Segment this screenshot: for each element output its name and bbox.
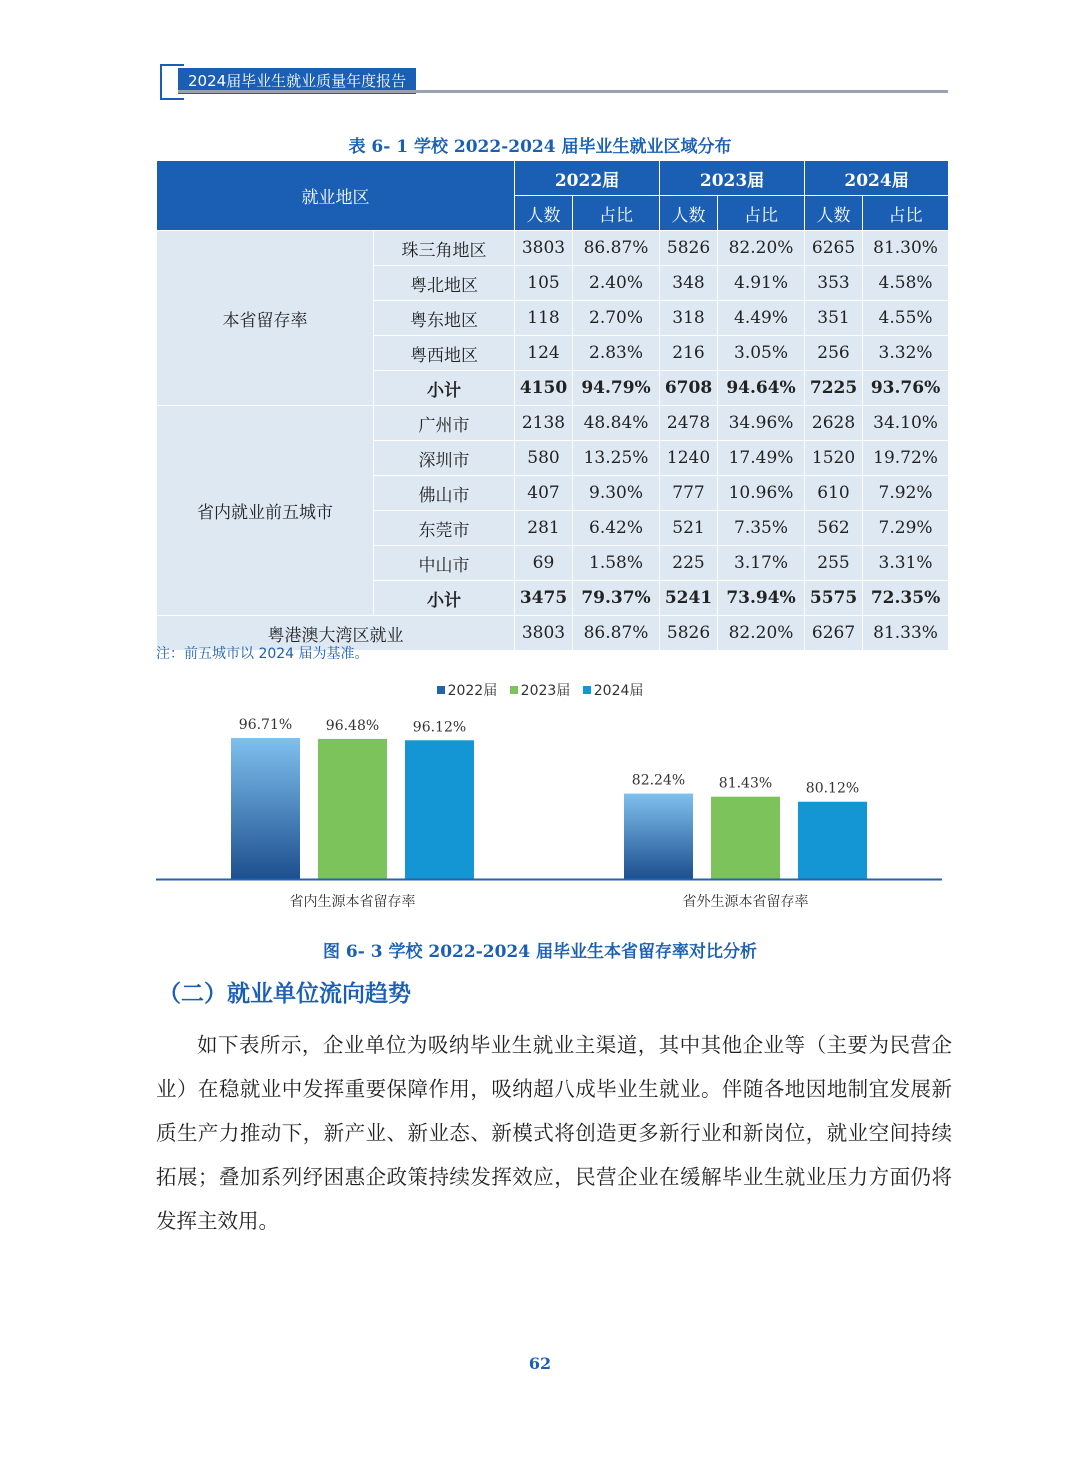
- table-cell: 407: [515, 476, 573, 511]
- region-label: 粤西地区: [374, 336, 515, 371]
- table-cell: 2628: [805, 406, 863, 441]
- legend-swatch: [510, 686, 518, 694]
- region-label: 小计: [374, 581, 515, 616]
- category-label: 省外生源本省留存率: [682, 894, 809, 910]
- data-label: 96.71%: [238, 717, 293, 733]
- table-cell: 2.83%: [573, 336, 660, 371]
- table-cell: 7.29%: [863, 511, 949, 546]
- table-cell: 118: [515, 301, 573, 336]
- table-cell: 777: [660, 476, 718, 511]
- chart-caption: 图 6- 3 学校 2022-2024 届毕业生本省留存率对比分析: [323, 942, 757, 962]
- table-cell: 1520: [805, 441, 863, 476]
- region-label: 粤北地区: [374, 266, 515, 301]
- final-row-label: 粤港澳大湾区就业: [157, 616, 515, 651]
- chart-legend: [0, 680, 1080, 700]
- table-cell: 1240: [660, 441, 718, 476]
- table-cell: 7225: [805, 371, 863, 406]
- table-cell: 6708: [660, 371, 718, 406]
- data-label: 96.48%: [325, 717, 380, 734]
- table-cell: 281: [515, 511, 573, 546]
- table-cell: 4150: [515, 371, 573, 406]
- table-cell: 86.87%: [573, 231, 660, 266]
- legend-label: 2023届: [520, 683, 571, 699]
- table-cell: 4.91%: [718, 266, 805, 301]
- region-label: 中山市: [374, 546, 515, 581]
- table-cell: 2.70%: [573, 301, 660, 336]
- bar-2022届-0: [231, 738, 300, 879]
- table-cell: 94.64%: [718, 371, 805, 406]
- region-label: 小计: [374, 371, 515, 406]
- legend-label: 2022届: [447, 683, 498, 699]
- legend-item: [510, 683, 571, 699]
- retention-bar-chart: [150, 700, 950, 920]
- table-cell: 105: [515, 266, 573, 301]
- table-cell: 69: [515, 546, 573, 581]
- table-row: [157, 406, 949, 441]
- data-label: 82.24%: [631, 772, 686, 789]
- legend-swatch: [437, 686, 445, 694]
- table-cell: 225: [660, 546, 718, 581]
- table-cell: 348: [660, 266, 718, 301]
- table-cell: 3.31%: [863, 546, 949, 581]
- table-cell: 82.20%: [718, 616, 805, 651]
- table-note: 注：前五城市以 2024 届为基准。: [156, 646, 369, 662]
- region-label: 佛山市: [374, 476, 515, 511]
- sub-header: 人数: [515, 196, 573, 231]
- table-cell: 7.92%: [863, 476, 949, 511]
- table-cell: 5826: [660, 616, 718, 651]
- sub-header: 占比: [718, 196, 805, 231]
- header-rule: [178, 90, 948, 93]
- table-cell: 124: [515, 336, 573, 371]
- table-cell: 580: [515, 441, 573, 476]
- year-header: 2023届: [660, 161, 805, 196]
- group-label: 本省留存率: [157, 231, 374, 406]
- bar-2024届-1: [798, 802, 867, 879]
- table-cell: 17.49%: [718, 441, 805, 476]
- bar-2023届-0: [318, 739, 387, 879]
- section-title: （二）就业单位流向趋势: [158, 981, 411, 1007]
- sub-header: 人数: [805, 196, 863, 231]
- table-cell: 82.20%: [718, 231, 805, 266]
- table-cell: 10.96%: [718, 476, 805, 511]
- legend-item: [437, 683, 498, 699]
- data-label: 80.12%: [805, 780, 860, 797]
- sub-header: 人数: [660, 196, 718, 231]
- legend-label: 2024届: [593, 683, 644, 699]
- data-label: 96.12%: [412, 719, 467, 736]
- region-header: 就业地区: [157, 161, 515, 231]
- table-cell: 13.25%: [573, 441, 660, 476]
- table-cell: 19.72%: [863, 441, 949, 476]
- legend-swatch: [583, 686, 591, 694]
- table-cell: 3.05%: [718, 336, 805, 371]
- table-cell: 5241: [660, 581, 718, 616]
- table-cell: 48.84%: [573, 406, 660, 441]
- table-cell: 2478: [660, 406, 718, 441]
- sub-header: 占比: [863, 196, 949, 231]
- page-number: 62: [528, 1354, 552, 1373]
- table-cell: 6267: [805, 616, 863, 651]
- table-caption: 表 6- 1 学校 2022-2024 届毕业生就业区域分布: [348, 137, 732, 157]
- table-cell: 94.79%: [573, 371, 660, 406]
- table-cell: 318: [660, 301, 718, 336]
- table-cell: 6265: [805, 231, 863, 266]
- table-cell: 81.30%: [863, 231, 949, 266]
- table-cell: 34.96%: [718, 406, 805, 441]
- bar-2022届-1: [624, 794, 693, 879]
- region-label: 珠三角地区: [374, 231, 515, 266]
- header-title: 2024届毕业生就业质量年度报告: [178, 68, 416, 94]
- year-header: 2024届: [805, 161, 949, 196]
- table-cell: 2138: [515, 406, 573, 441]
- table-cell: 4.49%: [718, 301, 805, 336]
- table-cell: 610: [805, 476, 863, 511]
- table-cell: 3.17%: [718, 546, 805, 581]
- table-cell: 9.30%: [573, 476, 660, 511]
- table-cell: 6.42%: [573, 511, 660, 546]
- bar-2023届-1: [711, 797, 780, 879]
- table-cell: 73.94%: [718, 581, 805, 616]
- table-cell: 3803: [515, 616, 573, 651]
- table-cell: 5826: [660, 231, 718, 266]
- table-cell: 1.58%: [573, 546, 660, 581]
- table-cell: 5575: [805, 581, 863, 616]
- table-cell: 79.37%: [573, 581, 660, 616]
- table-cell: 521: [660, 511, 718, 546]
- category-label: 省内生源本省留存率: [289, 894, 416, 910]
- table-cell: 256: [805, 336, 863, 371]
- employment-region-table: [156, 160, 949, 651]
- table-cell: 3803: [515, 231, 573, 266]
- table-cell: 216: [660, 336, 718, 371]
- region-label: 粤东地区: [374, 301, 515, 336]
- table-cell: 2.40%: [573, 266, 660, 301]
- table-row: [157, 231, 949, 266]
- table-cell: 4.58%: [863, 266, 949, 301]
- legend-item: [583, 683, 644, 699]
- table-cell: 72.35%: [863, 581, 949, 616]
- table-cell: 86.87%: [573, 616, 660, 651]
- table-cell: 4.55%: [863, 301, 949, 336]
- table-cell: 81.33%: [863, 616, 949, 651]
- table-cell: 7.35%: [718, 511, 805, 546]
- group-label: 省内就业前五城市: [157, 406, 374, 616]
- table-cell: 3475: [515, 581, 573, 616]
- region-label: 东莞市: [374, 511, 515, 546]
- data-label: 81.43%: [718, 775, 773, 792]
- table-cell: 93.76%: [863, 371, 949, 406]
- table-cell: 562: [805, 511, 863, 546]
- table-cell: 34.10%: [863, 406, 949, 441]
- table-cell: 353: [805, 266, 863, 301]
- region-label: 深圳市: [374, 441, 515, 476]
- sub-header: 占比: [573, 196, 660, 231]
- table-cell: 255: [805, 546, 863, 581]
- section-paragraph: 如下表所示，企业单位为吸纳毕业生就业主渠道，其中其他企业等（主要为民营企业）在稳就业中发挥重要保障作用，吸纳超八成毕业生就业。伴随各地因地制宜发展新质生产力推动下，新产业、新业态、新模式将创造更多新行业和新岗位，就业空间持续拓展；叠加系列纾困惠企政策持续发挥效应，民营企业在缓解毕业生就业压力方面仍将发挥主效用。: [156, 1033, 952, 1233]
- bar-2024届-0: [405, 740, 474, 879]
- year-header: 2022届: [515, 161, 660, 196]
- region-label: 广州市: [374, 406, 515, 441]
- table-cell: 3.32%: [863, 336, 949, 371]
- table-cell: 351: [805, 301, 863, 336]
